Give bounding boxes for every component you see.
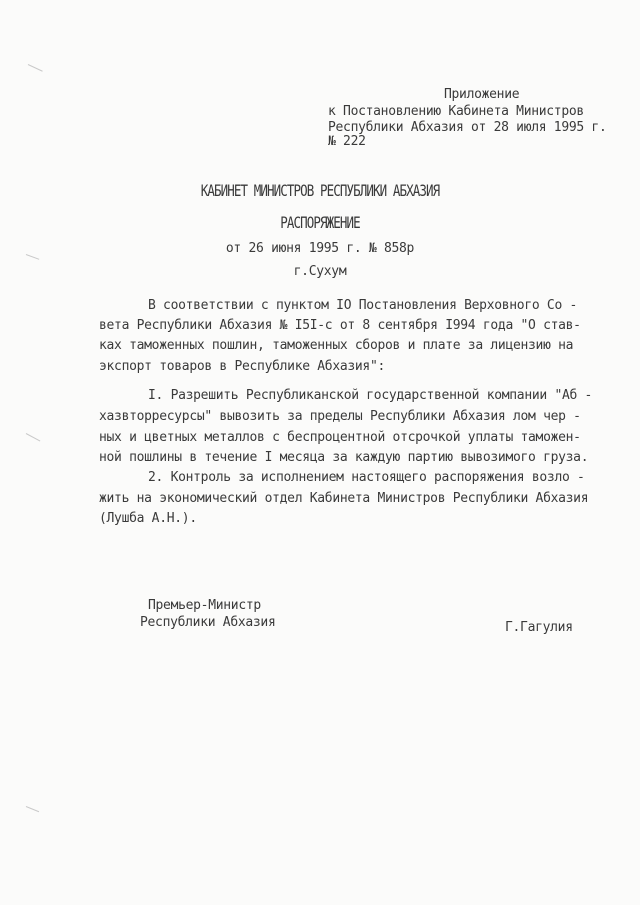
body-line: I. Разрешить Республиканской государственной компании "Аб -	[148, 388, 593, 403]
body-line: В соответствии с пунктом IO Постановления Верховного Со -	[148, 298, 578, 313]
body-line: ках таможенных пошлин, таможенных сборов и плате за лицензию на	[99, 338, 574, 353]
body-line: экспорт товаров в Республике Абхазия":	[99, 359, 386, 374]
signatory-position: Республики Абхазия	[140, 615, 276, 630]
body-line: ной пошлины в течение I месяца за каждую партию вывозимого груза.	[99, 450, 589, 465]
body-line: (Лушба А.Н.).	[99, 511, 197, 526]
margin-mark	[28, 64, 43, 72]
body-line: 2. Контроль за исполнением настоящего распоряжения возло -	[148, 470, 585, 485]
appendix-line-2: Республики Абхазия от 28 июля 1995 г.	[328, 120, 607, 135]
body-line: ных и цветных металлов с беспроцентной отсрочкой уплаты таможен-	[99, 430, 581, 445]
appendix-label: Приложение	[444, 87, 520, 102]
margin-mark	[26, 433, 41, 441]
signatory-position: Премьер-Министр	[148, 598, 261, 613]
appendix-line-1: к Постановлению Кабинета Министров	[328, 104, 584, 119]
signatory-name: Г.Гагулия	[505, 620, 573, 635]
authority-title: КАБИНЕТ МИНИСТРОВ РЕСПУБЛИКИ АБХАЗИЯ	[200, 181, 440, 200]
body-line: вета Республики Абхазия № I5I-с от 8 сентября I994 года "О став-	[99, 318, 581, 333]
appendix-number: № 222	[328, 134, 366, 149]
body-line: хазвторресурсы" вывозить за пределы Республики Абхазия лом чер -	[99, 409, 581, 424]
city: г.Сухум	[293, 264, 347, 279]
margin-mark	[26, 806, 39, 812]
body-line: жить на экономический отдел Кабинета Министров Республики Абхазия	[99, 491, 589, 506]
document-type: РАСПОРЯЖЕНИЕ	[280, 213, 360, 232]
date-and-number: от 26 июня 1995 г. № 858р	[225, 241, 415, 256]
